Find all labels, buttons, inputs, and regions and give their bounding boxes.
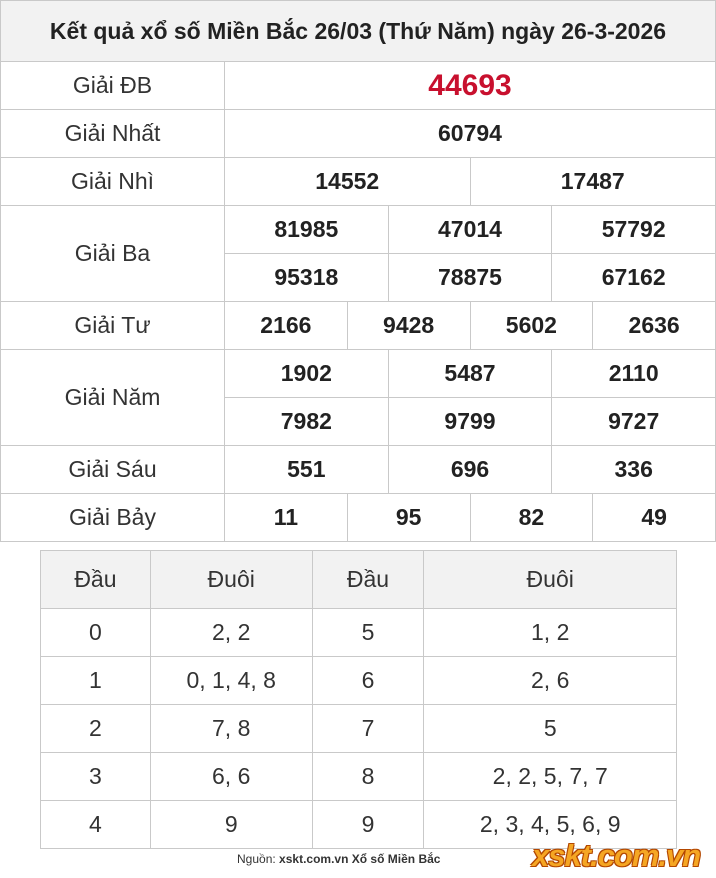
prize-row-fourth [0,302,716,350]
prize-number: 14552 [315,168,380,194]
prize-number: 78875 [388,254,552,301]
prize-number: 5487 [388,350,552,397]
prize-number: 60794 [438,120,502,146]
loto-tail-cell: 5 [424,705,677,753]
loto-head-cell: 9 [312,801,424,849]
prize-number: 551 [287,456,326,482]
prize-name: Giải Sáu [1,446,225,493]
prize-number: 47014 [388,206,552,253]
site-logo[interactable]: xskt.com.vn [532,838,701,873]
results-title-row [0,0,716,62]
prize-number: 49 [592,494,715,541]
prize-number: 2166 [260,312,312,338]
loto-header-row [41,551,677,609]
loto-tail-cell: 2, 2 [150,609,312,657]
loto-tail-cell: 7, 8 [150,705,312,753]
loto-head-cell: 1 [41,657,151,705]
prize-number: 336 [551,446,715,493]
prize-row-second [0,158,716,206]
source-link[interactable]: xskt.com.vn [279,852,349,866]
table-row [41,657,677,705]
prize-number: 9799 [388,398,552,445]
prize-row-third [0,206,716,302]
prize-name: Giải Nhì [1,158,225,205]
prize-row-seventh [0,494,716,542]
loto-header-head: Đầu [312,551,424,609]
loto-head-cell: 3 [41,753,151,801]
prize-number: 82 [470,494,593,541]
source-prefix: Nguồn: [237,852,276,866]
prize-number: 17487 [470,158,716,205]
prize-number-special: 44693 [428,68,512,102]
prize-row-sixth [0,446,716,494]
prize-number: 5602 [470,302,593,349]
prize-name: Giải Ba [1,206,225,301]
prize-number: 95 [347,494,470,541]
prize-number: 67162 [551,254,715,301]
table-row [41,705,677,753]
loto-tail-cell: 6, 6 [150,753,312,801]
prize-number: 696 [388,446,552,493]
loto-tail-cell: 2, 2, 5, 7, 7 [424,753,677,801]
loto-tail-cell: 0, 1, 4, 8 [150,657,312,705]
prize-name: Giải Năm [1,350,225,445]
prize-row-first [0,110,716,158]
loto-head-cell: 4 [41,801,151,849]
prize-number: 81985 [274,216,339,242]
loto-tail-cell: 2, 3, 4, 5, 6, 9 [424,801,677,849]
source-suffix: Xổ số Miền Bắc [351,852,441,866]
prize-name: Giải Nhất [1,110,225,157]
prize-row-special [0,62,716,110]
loto-tail-cell: 9 [150,801,312,849]
prize-number: 7982 [280,408,332,434]
loto-header-tail: Đuôi [150,551,312,609]
prize-number: 2636 [592,302,715,349]
loto-header-head: Đầu [41,551,151,609]
loto-head-cell: 7 [312,705,424,753]
loto-head-cell: 2 [41,705,151,753]
loto-head-cell: 6 [312,657,424,705]
page-title: Kết quả xổ số Miền Bắc 26/03 (Thứ Năm) ngày 26-3-2026 [49,17,667,44]
loto-head-cell: 5 [312,609,424,657]
prize-number: 57792 [551,206,715,253]
prize-number: 9727 [551,398,715,445]
prize-number: 9428 [347,302,470,349]
loto-tail-cell: 2, 6 [424,657,677,705]
loto-head-cell: 8 [312,753,424,801]
prize-number: 11 [273,504,299,530]
prize-row-fifth [0,350,716,446]
prize-number: 2110 [551,350,715,397]
table-row [41,609,677,657]
prize-number: 1902 [280,360,332,386]
prize-name: Giải ĐB [1,62,225,109]
loto-tail-cell: 1, 2 [424,609,677,657]
prize-name: Giải Tư [1,302,225,349]
prize-name: Giải Bảy [1,494,225,541]
prize-number: 95318 [274,264,339,290]
loto-table [40,550,677,849]
table-row [41,753,677,801]
loto-head-cell: 0 [41,609,151,657]
loto-header-tail: Đuôi [424,551,677,609]
source-footer [237,852,440,866]
